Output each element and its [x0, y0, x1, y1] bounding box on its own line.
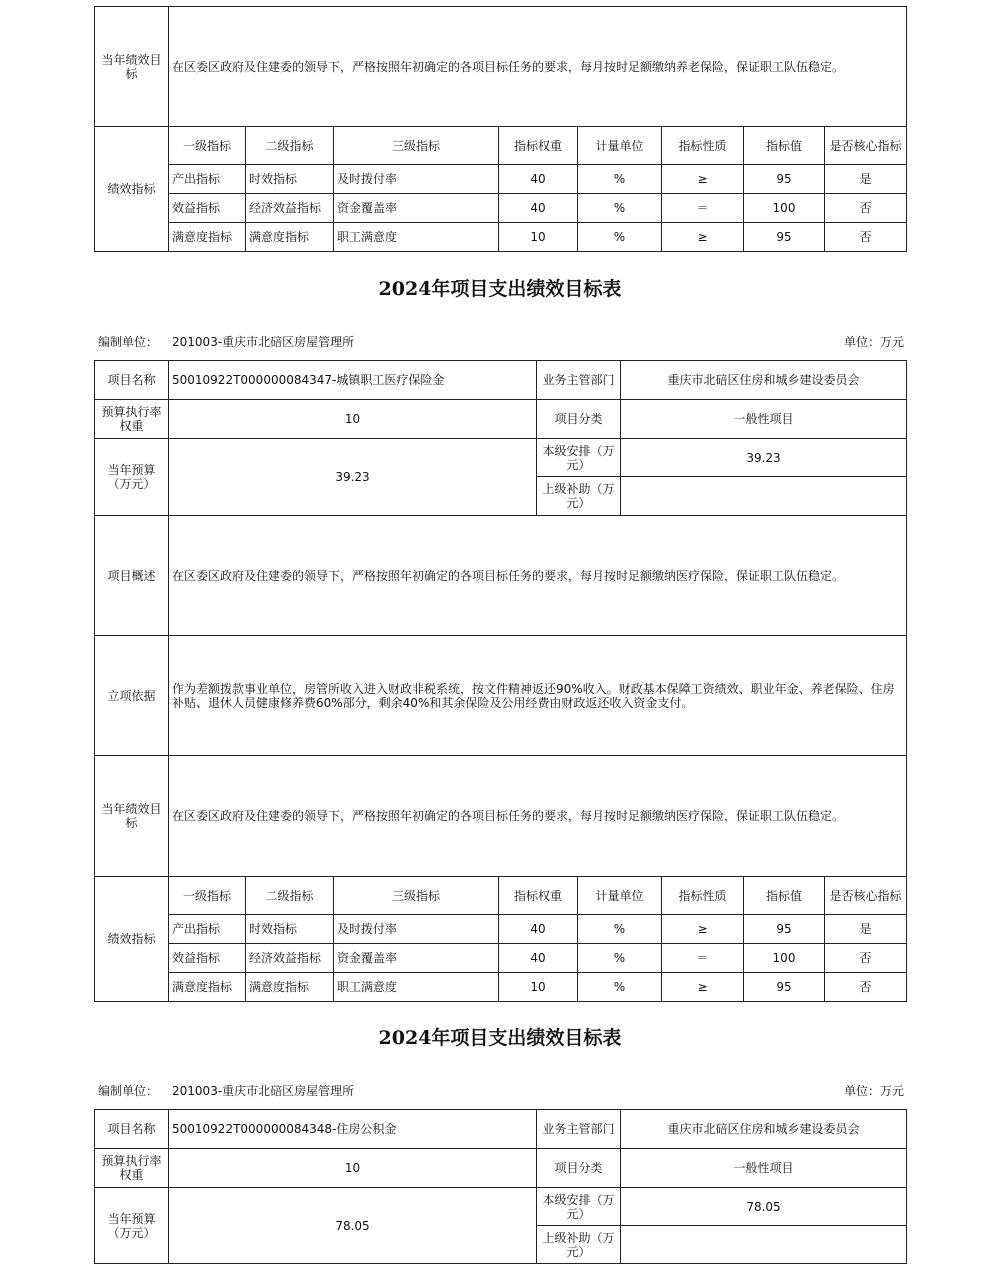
meta-row — [98, 333, 904, 350]
money-unit: 单位：万元 — [843, 1084, 904, 1098]
overview-text: 在区委区政府及住建委的领导下，严格按照年初确定的各项目标任务的要求，每月按时足额缴纳医疗保险，保证职工队伍稳定。 — [169, 516, 907, 636]
cell-l2: 满意度指标 — [246, 223, 334, 252]
cell-value: 95 — [744, 223, 825, 252]
cell-l1: 产出指标 — [169, 915, 246, 944]
cell-unit: % — [578, 194, 662, 223]
header-l3: 三级指标 — [334, 127, 499, 165]
cell-value: 100 — [744, 944, 825, 973]
table-row — [95, 973, 907, 1002]
overview-label: 项目概述 — [95, 516, 169, 636]
header-value: 指标值 — [744, 127, 825, 165]
cell-l3: 职工满意度 — [334, 223, 499, 252]
cell-l1: 效益指标 — [169, 194, 246, 223]
goal-text: 在区委区政府及住建委的领导下，严格按照年初确定的各项目标任务的要求，每月按时足额缴纳养老保险，保证职工队伍稳定。 — [169, 7, 907, 127]
header-core: 是否核心指标 — [825, 127, 907, 165]
perf-label: 绩效指标 — [95, 127, 169, 252]
cell-weight: 40 — [499, 915, 578, 944]
table-row — [95, 223, 907, 252]
cell-unit: % — [578, 944, 662, 973]
budget-label: 当年预算（万元） — [95, 439, 169, 516]
cell-nature: ＝ — [662, 944, 744, 973]
upper-label: 上级补助（万元） — [537, 1226, 621, 1264]
local-value: 78.05 — [621, 1188, 907, 1226]
unit-label: 编制单位： — [98, 335, 159, 349]
perf-label: 绩效指标 — [95, 877, 169, 1002]
header-unit: 计量单位 — [578, 127, 662, 165]
cell-core: 否 — [825, 973, 907, 1002]
header-nature: 指标性质 — [662, 877, 744, 915]
cell-core: 否 — [825, 223, 907, 252]
category-value: 一般性项目 — [621, 400, 907, 439]
cell-core: 是 — [825, 915, 907, 944]
exec-weight-label: 预算执行率权重 — [95, 1149, 169, 1188]
budget-value: 39.23 — [169, 439, 537, 516]
cell-l1: 产出指标 — [169, 165, 246, 194]
cell-l1: 满意度指标 — [169, 223, 246, 252]
project-name-label: 项目名称 — [95, 361, 169, 400]
cell-l3: 资金覆盖率 — [334, 944, 499, 973]
project-info-table — [94, 360, 907, 516]
header-unit: 计量单位 — [578, 877, 662, 915]
cell-l2: 时效指标 — [246, 915, 334, 944]
cell-unit: % — [578, 973, 662, 1002]
local-label: 本级安排（万元） — [537, 1188, 621, 1226]
project-name: 50010922T000000084347-城镇职工医疗保险金 — [169, 361, 537, 400]
exec-weight-label: 预算执行率权重 — [95, 400, 169, 439]
project-detail-table — [94, 515, 907, 1002]
cell-nature: ≥ — [662, 915, 744, 944]
cell-weight: 40 — [499, 194, 578, 223]
header-l3: 三级指标 — [334, 877, 499, 915]
unit-value: 201003-重庆市北碚区房屋管理所 — [172, 1084, 355, 1098]
cell-l3: 及时拨付率 — [334, 165, 499, 194]
cell-l3: 职工满意度 — [334, 973, 499, 1002]
cell-value: 95 — [744, 973, 825, 1002]
cell-weight: 10 — [499, 973, 578, 1002]
cell-core: 否 — [825, 194, 907, 223]
cell-l1: 效益指标 — [169, 944, 246, 973]
dept-value: 重庆市北碚区住房和城乡建设委员会 — [621, 1110, 907, 1149]
cell-weight: 40 — [499, 165, 578, 194]
category-value: 一般性项目 — [621, 1149, 907, 1188]
exec-weight: 10 — [169, 1149, 537, 1188]
header-value: 指标值 — [744, 877, 825, 915]
header-l1: 一级指标 — [169, 877, 246, 915]
table-row — [95, 165, 907, 194]
cell-nature: ≥ — [662, 223, 744, 252]
table-row — [95, 915, 907, 944]
exec-weight: 10 — [169, 400, 537, 439]
top-performance-table — [94, 6, 907, 252]
header-l1: 一级指标 — [169, 127, 246, 165]
table-row — [95, 944, 907, 973]
upper-value — [621, 477, 907, 516]
upper-value — [621, 1226, 907, 1264]
dept-value: 重庆市北碚区住房和城乡建设委员会 — [621, 361, 907, 400]
money-unit: 单位：万元 — [843, 335, 904, 349]
cell-unit: % — [578, 165, 662, 194]
header-l2: 二级指标 — [246, 127, 334, 165]
cell-l2: 经济效益指标 — [246, 194, 334, 223]
cell-weight: 40 — [499, 944, 578, 973]
cell-weight: 10 — [499, 223, 578, 252]
cell-nature: ＝ — [662, 194, 744, 223]
category-label: 项目分类 — [537, 1149, 621, 1188]
dept-label: 业务主管部门 — [537, 361, 621, 400]
header-weight: 指标权重 — [499, 877, 578, 915]
cell-value: 95 — [744, 915, 825, 944]
cell-nature: ≥ — [662, 165, 744, 194]
unit-value: 201003-重庆市北碚区房屋管理所 — [172, 335, 355, 349]
budget-value: 78.05 — [169, 1188, 537, 1264]
header-nature: 指标性质 — [662, 127, 744, 165]
unit-label: 编制单位： — [98, 1084, 159, 1098]
upper-label: 上级补助（万元） — [537, 477, 621, 516]
cell-value: 95 — [744, 165, 825, 194]
cell-unit: % — [578, 915, 662, 944]
cell-l3: 资金覆盖率 — [334, 194, 499, 223]
page-title: 2024年项目支出绩效目标表 — [378, 278, 622, 300]
basis-text: 作为差额拨款事业单位，房管所收入进入财政非税系统，按文件精神返还90%收入。财政基本保障工资绩效、职业年金、养老保险、住房补贴、退休人员健康修养费60%部分，剩余40%和其余保险及公用经费由财政返还收入资金支付。 — [169, 636, 907, 756]
cell-nature: ≥ — [662, 973, 744, 1002]
meta-row — [98, 1082, 904, 1099]
header-l2: 二级指标 — [246, 877, 334, 915]
project-name-label: 项目名称 — [95, 1110, 169, 1149]
cell-core: 是 — [825, 165, 907, 194]
project-name: 50010922T000000084348-住房公积金 — [169, 1110, 537, 1149]
category-label: 项目分类 — [537, 400, 621, 439]
local-label: 本级安排（万元） — [537, 439, 621, 477]
local-value: 39.23 — [621, 439, 907, 477]
goal-text: 在区委区政府及住建委的领导下，严格按照年初确定的各项目标任务的要求，每月按时足额缴纳医疗保险，保证职工队伍稳定。 — [169, 756, 907, 877]
cell-l2: 时效指标 — [246, 165, 334, 194]
cell-l1: 满意度指标 — [169, 973, 246, 1002]
page-title: 2024年项目支出绩效目标表 — [378, 1027, 622, 1049]
cell-core: 否 — [825, 944, 907, 973]
dept-label: 业务主管部门 — [537, 1110, 621, 1149]
header-weight: 指标权重 — [499, 127, 578, 165]
cell-unit: % — [578, 223, 662, 252]
project-info-table — [94, 1109, 907, 1264]
budget-label: 当年预算（万元） — [95, 1188, 169, 1264]
goal-label: 当年绩效目标 — [95, 756, 169, 877]
goal-label: 当年绩效目标 — [95, 7, 169, 127]
header-core: 是否核心指标 — [825, 877, 907, 915]
cell-l2: 经济效益指标 — [246, 944, 334, 973]
cell-l3: 及时拨付率 — [334, 915, 499, 944]
table-row — [95, 194, 907, 223]
basis-label: 立项依据 — [95, 636, 169, 756]
cell-value: 100 — [744, 194, 825, 223]
cell-l2: 满意度指标 — [246, 973, 334, 1002]
